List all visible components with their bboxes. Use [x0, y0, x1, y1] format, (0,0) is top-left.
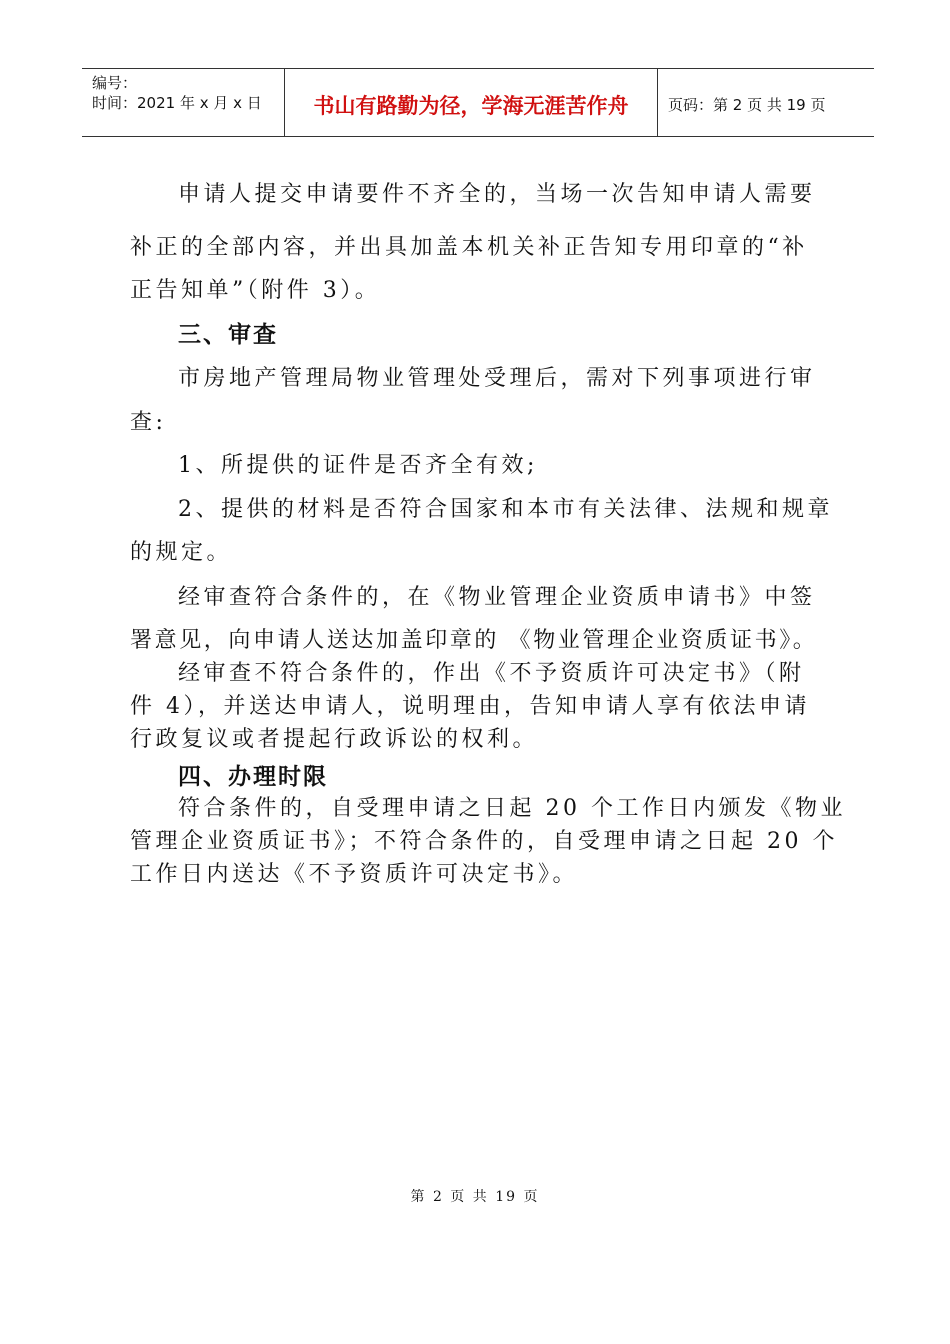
- list-item: 2、提供的材料是否符合国家和本市有关法律、法规和规章: [178, 497, 833, 522]
- header-motto: 书山有路勤为径，学海无涯苦作舟: [285, 69, 658, 136]
- paragraph-line: 补正的全部内容，并出具加盖本机关补正告知专用印章的“补: [130, 235, 808, 260]
- paragraph-line: 申请人提交申请要件不齐全的，当场一次告知申请人需要: [178, 182, 816, 207]
- paragraph-line: 行政复议或者提起行政诉讼的权利。: [130, 727, 539, 752]
- paragraph-line: 查:: [130, 410, 167, 435]
- list-item: 1、所提供的证件是否齐全有效;: [178, 453, 538, 478]
- paragraph-line: 市房地产管理局物业管理处受理后，需对下列事项进行审: [178, 366, 816, 391]
- header-page-label: 页码：第 2 页 共 19 页: [668, 96, 826, 114]
- paragraph-line: 件 4），并送达申请人，说明理由，告知申请人享有依法申请: [130, 694, 810, 719]
- paragraph-line: 经审查符合条件的，在《物业管理企业资质申请书》中签: [178, 585, 816, 610]
- header-number-label: 编号：: [92, 74, 138, 92]
- paragraph-line: 管理企业资质证书》；不符合条件的，自受理申请之日起 20 个: [130, 829, 838, 854]
- paragraph-line: 署意见，向申请人送达加盖印章的 《物业管理企业资质证书》。: [130, 628, 818, 653]
- section-heading: 四、办理时限: [178, 763, 328, 790]
- paragraph-line: 的规定。: [130, 540, 233, 565]
- paragraph-line: 经审查不符合条件的，作出《不予资质许可决定书》（附: [178, 661, 805, 686]
- page-footer: 第 2 页 共 19 页: [410, 1189, 540, 1205]
- paragraph-line: 符合条件的，自受理申请之日起 20 个工作日内颁发《物业: [178, 796, 846, 821]
- header-date: 时间：2021 年 x 月 x 日: [92, 94, 262, 112]
- header-meta: [82, 69, 285, 136]
- page-header: [82, 68, 874, 137]
- paragraph-line: 正告知单”（附件 3）。: [130, 278, 381, 303]
- section-heading: 三、审查: [178, 321, 278, 348]
- paragraph-line: 工作日内送达《不予资质许可决定书》。: [130, 862, 579, 887]
